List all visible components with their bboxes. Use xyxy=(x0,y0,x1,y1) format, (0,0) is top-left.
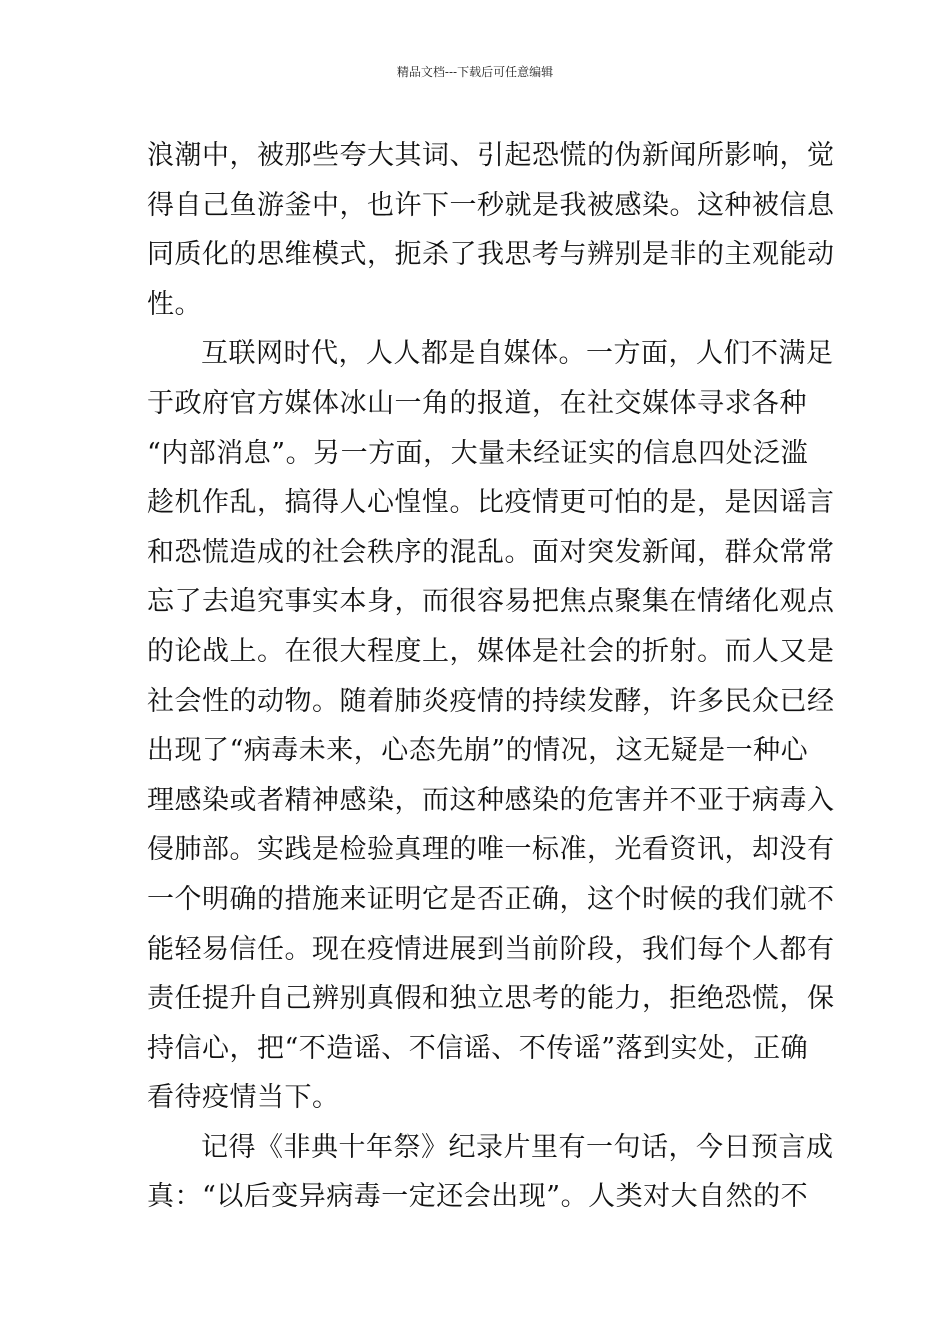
text-line: 得自己鱼游釜中，也许下一秒就是我被感染。这种被信息 xyxy=(147,189,835,221)
text-line: 的论战上。在很大程度上，媒体是社会的折射。而人又是 xyxy=(147,635,835,667)
text-line: “内部消息”。另一方面，大量未经证实的信息四处泛滥 xyxy=(147,437,809,469)
text-line: 理感染或者精神感染，而这种感染的危害并不亚于病毒入 xyxy=(147,784,835,816)
page-header: 精品文档---下载后可任意编辑 xyxy=(396,65,554,79)
text-line: 和恐慌造成的社会秩序的混乱。面对突发新闻，群众常常 xyxy=(147,536,835,568)
text-line: 社会性的动物。随着肺炎疫情的持续发酵，许多民众已经 xyxy=(147,685,835,717)
text-line: 责任提升自己辨别真假和独立思考的能力，拒绝恐慌，保 xyxy=(147,983,835,1015)
document-body xyxy=(147,131,835,1222)
text-line: 记得《非典十年祭》纪录片里有一句话，今日预言成 xyxy=(201,1131,834,1163)
text-line: 互联网时代，人人都是自媒体。一方面，人们不满足 xyxy=(201,338,834,370)
text-line: 浪潮中，被那些夸大其词、引起恐慌的伪新闻所影响，觉 xyxy=(147,140,835,171)
text-line: 能轻易信任。现在疫情进展到当前阶段，我们每个人都有 xyxy=(147,933,835,965)
text-line: 性。 xyxy=(147,288,202,320)
text-line: 一个明确的措施来证明它是否正确，这个时候的我们就不 xyxy=(147,883,835,915)
text-line: 出现了“病毒未来，心态先崩”的情况，这无疑是一种心 xyxy=(147,735,809,767)
text-line: 趁机作乱，搞得人心惶惶。比疫情更可怕的是，是因谣言 xyxy=(147,487,835,519)
text-line: 真：“以后变异病毒一定还会出现”。人类对大自然的不 xyxy=(147,1181,809,1213)
text-line: 看待疫情当下。 xyxy=(147,1082,340,1114)
text-line: 同质化的思维模式，扼杀了我思考与辨别是非的主观能动 xyxy=(147,239,835,271)
text-line: 于政府官方媒体冰山一角的报道，在社交媒体寻求各种 xyxy=(147,387,807,419)
text-line: 侵肺部。实践是检验真理的唯一标准，光看资讯，却没有 xyxy=(147,834,835,866)
text-line: 忘了去追究事实本身，而很容易把焦点聚集在情绪化观点 xyxy=(147,586,835,618)
text-line: 持信心，把“不造谣、不信谣、不传谣”落到实处，正确 xyxy=(147,1032,809,1064)
